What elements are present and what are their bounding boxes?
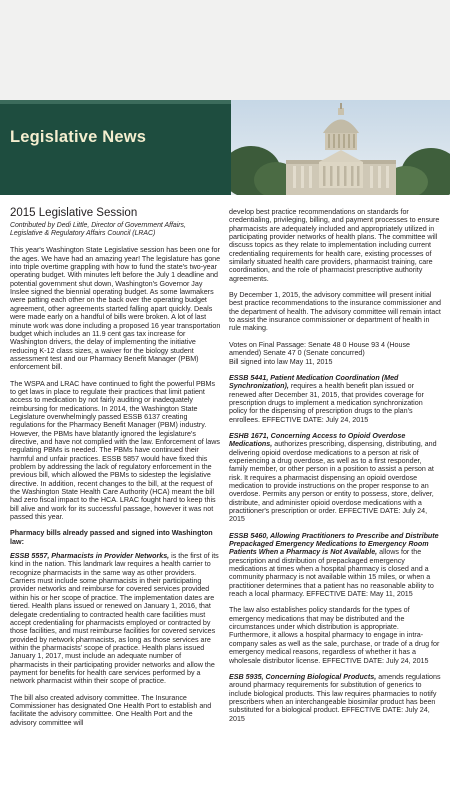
- bill-1671-text: authorizes prescribing, dispensing, distributing, and delivering opioid overdose medications to a person at risk of experiencing a drug overdose, as well as to a first responder, family member, or other person in a position to assist a person at risk. It requires a pharmacist dispensing an opioid overdose medication to provide instructions on the proper response to an overdose. Permits any person or entity to possess, store, deliver, distribute, and administer opioid overdose medications with a practitioner's prescription or order. EFFECTIVE DATE: July 24, 2015: [229, 440, 437, 524]
- byline-line-1: Contributed by Dedi Little, Director of Government Affairs,: [10, 222, 186, 229]
- bill-5441-text: requires a health benefit plan issued or renewed after December 31, 2015, that provides coverage for prescription drugs to implement a medication synchronization policy for the dispensing of prescription drugs to the plan's enrollees. EFFECTIVE DATE: July 24, 2015: [229, 382, 424, 424]
- bill-1671-title: ESHB 1671, Concerning Access to Opioid Overdose Medications,: [229, 431, 406, 449]
- votes-signed: Bill signed into law May 11, 2015: [229, 357, 333, 366]
- bill-5460-text: allows for the prescription and distribution of prepackaged emergency medications at times when a hospital pharmacy is closed and a community pharmacy is not available within 15 miles, or when a practitioner determines that a patient has no reasonable ability to reach a local pharmacy. EFFECTIVE DATE: May 11, 2015: [229, 548, 434, 599]
- bill-5460-title: ESSB 5460, Allowing Practitioners to Prescribe and Distribute Prepackaged Emergency Medications to Emergency Room Patients When a Pharmacy is Not Available,: [229, 531, 439, 557]
- capitol-photo: [231, 100, 450, 195]
- capitol-image: [231, 100, 450, 195]
- bill-5935-title: ESB 5935, Concerning Biological Products,: [229, 672, 377, 681]
- paragraph-recommendations: develop best practice recommendations on standards for credentialing, privileging, billing, and payment processes to ensure pharmacists are adequately included and appropriately utilized in participating provider networks of health plans. The committee will discuss topics as they relate to implementation including current credentialing requirements for health care, existing processes of similarly situated health care providers, pharmacist training, care coordination, and the role of pharmacist prescriptive authority agreements.: [229, 208, 440, 283]
- bill-5460: [229, 532, 442, 599]
- bill-5441: [229, 374, 442, 424]
- left-column: [10, 207, 221, 735]
- paragraph-deadline: By December 1, 2015, the advisory committee will present initial best practice recommendations to the insurance commissioner and the department of health. The advisory committee will remain intact to assist the insurance commissioner or department of health in rule making.: [229, 291, 441, 333]
- bill-5557-text: is the first of its kind in the nation. This landmark law requires a health carrier to recognize pharmacists in the same way as other providers. Carriers must include some pharmacists in their participating provider networks and reimburse for covered services provided within his or her scope of practice. The implementation dates are tiered. Health plans issued or renewed on January 1, 2016, that delegate credentialing to contracted health care facilities must accept credentialing for pharmacists employed or contracted by those facilities, and must reimburse facilities for covered services provided by network pharmacists, as long as those services are within the pharmacists' scope of practice. Health plans issued January 1, 2017, must include an adequate number of pharmacists in their participating provider networks and allow the payment for benefits for health care services performed by a network pharmacist within their scope of practice.: [10, 552, 219, 686]
- bill-5557-title: ESSB 5557, Pharmacists in Provider Networks,: [10, 552, 170, 561]
- right-column: [229, 208, 442, 731]
- paragraph-pbm: The WSPA and LRAC have continued to fight the powerful PBMs to get laws in place to regulate their practices that limit patient access to medication by not fairly auditing or inadequately reimbursing for medications. In 2014, the Washington State Legislature overwhelmingly passed ESSB 6137 creating regulations for the Pharmacy Benefit Manager (PBM) industry. However, the PBMs have blatantly ignored the legislature's directive, and have not complied with the law. Enforcement of laws regulating PBMs is needed. The PBMs have continued their harmful and unfair practices. ESSB 5857 would have fixed this problem by addressing the lack of regulatory enforcement in the previous bill, which allowed the PBMs to sidestep the legislative directive. In addition, recent changes to the bill, at the request of the Washington State Health Care Authority (HCA) meant the bill had zero fiscal impact to the HCA. LRAC fought hard to keep this bill alive and work for its successful passage, however it was not passed this year.: [10, 379, 220, 522]
- bill-5441-title: ESSB 5441, Patient Medication Coordination (Med Synchronization),: [229, 373, 399, 391]
- byline: [10, 222, 221, 238]
- bill-5557: [10, 552, 221, 686]
- votes-final-passage: Votes on Final Passage: Senate 48 0 House 93 4 (House amended) Senate 47 0 (Senate concurred): [229, 340, 411, 358]
- byline-line-2: Legislative & Regulatory Affairs Council (LRAC): [10, 230, 156, 238]
- bill-5935-text: amends regulations around pharmacy requirements for substitution of generics to include biological products. This law requires pharmacies to notify prescribers when an interchangeable biosimilar product has been substituted for a biological product. EFFECTIVE DATE: July 24, 2015: [229, 672, 441, 723]
- paragraph-intro: This year's Washington State Legislative session has been one for the ages. We have had an amazing year! The legislature has gone into triple overtime grappling with how to fund the state's two-year operating budget. With minutes left before the July 1 deadline and potential government shut down, Washington's Governor Jay Inslee signed the biennial operating budget. As some lawmakers were patting each other on the back over the operating budget agreement, other agreements started falling apart quickly. Deals were made early on a handful of bills were broken. A lot of last minute work was done including a proposed 16 year transportation budget which includes an 11.9 cent gas tax increase for Washington drivers, the delay of implementing the initiative reducing K-12 class sizes, a waiver for the biology student assessment test and our Pharmacy Benefit Manager (PBM) enforcement bill.: [10, 246, 221, 372]
- banner-title: Legislative News: [10, 128, 147, 146]
- paragraph-policy: The law also establishes policy standards for the types of emergency medications that may be distributed and the circumstances under which distribution is appropriate. Furthermore, it allows a hospital pharmacy to engage in intra-company sales as well as the sale, purchase, or trade of a drug for emergency medical reasons, regardless of whether it has a wholesale distributor license. EFFECTIVE DATE: July 24, 2015: [229, 606, 440, 665]
- paragraph-advisory: The bill also created advisory committee. The Insurance Commissioner has designated One Health Port to establish and facilitate the advisory committee. One Health Port and the advisory committee will: [10, 693, 212, 727]
- section-subheading: Pharmacy bills already passed and signed into Washington law:: [10, 528, 213, 546]
- votes-block: [229, 341, 442, 366]
- article-title: 2015 Legislative Session: [10, 207, 138, 219]
- bill-5935: [229, 673, 442, 723]
- bill-1671: [229, 432, 442, 524]
- top-margin: [0, 0, 450, 100]
